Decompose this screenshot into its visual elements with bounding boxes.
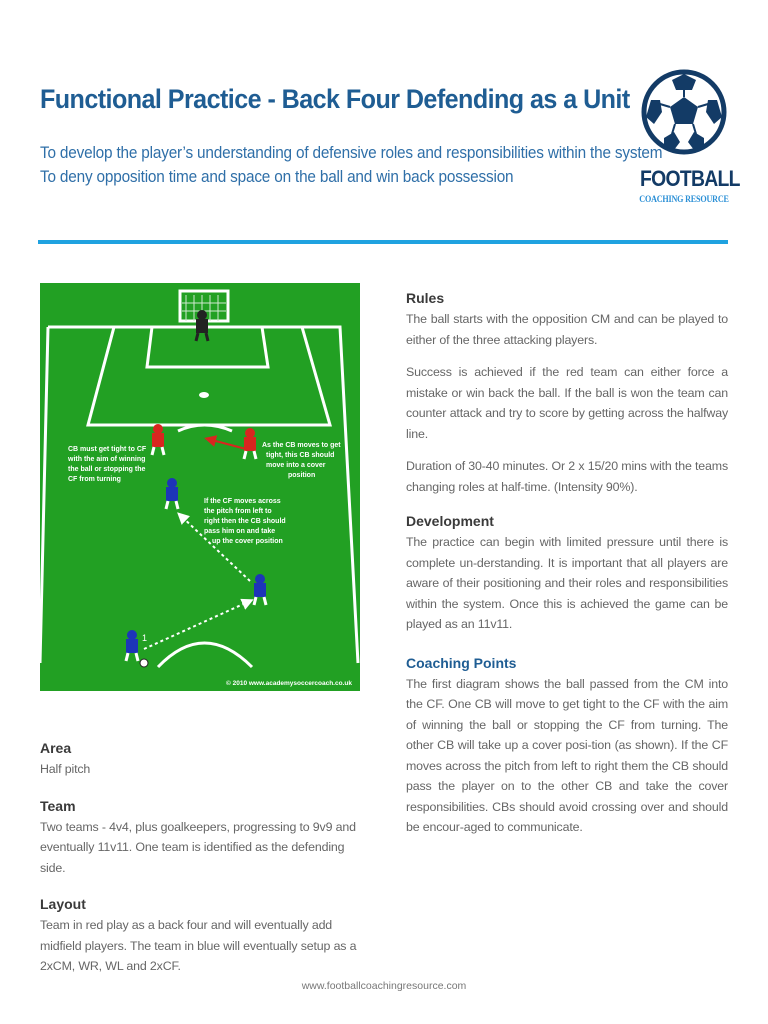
annotation-1: CB must get tight to CF with the aim of winning the ball or stopping the CF from turning	[68, 446, 147, 483]
annotation-3: If the CF moves across the pitch from left to right then the CB should pass him on and take up the cover position	[204, 498, 286, 545]
ball	[140, 659, 148, 667]
team-text: Two teams - 4v4, plus goalkeepers, progressing to 9v9 and eventually 11v11. One team is identified as the defending side.	[40, 819, 356, 875]
pitch-surface	[40, 283, 360, 691]
page-subtitle	[40, 141, 663, 189]
rules-heading: Rules	[406, 290, 445, 306]
rules-paragraph-1: The ball starts with the opposition CM and can be played to either of the three attacking players.	[406, 312, 728, 347]
header-divider	[38, 240, 728, 244]
annotation-2: As the CB moves to get tight, this CB should move into a cover position	[262, 442, 341, 479]
diagram-credit: © 2010 www.academysoccercoach.co.uk	[226, 680, 352, 687]
rules-and-coaching	[406, 290, 728, 838]
development-text: The practice can begin with limited pressure until there is complete un-derstanding. It is important that all players are aware of their positioning and their roles and responsibilities within the system. Once this is achieved the game can be played as an 11v11.	[406, 535, 728, 631]
area-text: Half pitch	[40, 762, 91, 776]
tactics-diagram	[40, 283, 360, 691]
football-coaching-resource-logo	[634, 62, 740, 212]
subtitle-line-2: To deny opposition time and space on the ball and win back possession	[40, 168, 514, 186]
rules-paragraph-2: Success is achieved if the red team can either force a mistake or win back the ball. If the ball is won the team can counter attack and try to score by getting across the halfway line.	[406, 365, 728, 441]
team-heading: Team	[40, 797, 76, 814]
penalty-spot	[199, 392, 209, 398]
soccer-ball-icon	[634, 62, 734, 166]
coaching-points-text: The first diagram shows the ball passed from the CM into the CF. One CB will move to get tight to the CF with the aim of winning the ball or stopping the CF from turning. The other CB will take up a cover posi-tion (as shown). If the CF moves across the pitch from left to right them the CB should pass the player on to the other CB and take the cover responsibilities. CBs should avoid crossing over and should be encour-aged to communicate.	[406, 676, 728, 834]
area-heading: Area	[40, 740, 72, 756]
logo-tagline: COACHING RESOURCE	[639, 194, 729, 204]
footer-url[interactable]: www.footballcoachingresource.com	[301, 980, 467, 992]
rules-paragraph-3: Duration of 30-40 minutes. Or 2 x 15/20 mins with the teams changing roles at half-time. (Intensity 90%).	[406, 459, 728, 494]
layout-heading: Layout	[40, 896, 86, 912]
layout-text: Team in red play as a back four and will eventually add midfield players. The team in blue will eventually setup as a 2xCM, WR, WL and 2xCF.	[40, 918, 357, 973]
setup-details	[40, 740, 370, 977]
development-heading: Development	[406, 513, 494, 529]
pass-marker: 1	[142, 633, 148, 643]
logo-wordmark: FOOTBALL	[640, 166, 740, 191]
page-title: Functional Practice - Back Four Defending as a Unit	[40, 84, 630, 114]
subtitle-line-1: To develop the player’s understanding of defensive roles and responsibilities within the system	[40, 144, 663, 162]
coaching-points-heading: Coaching Points	[406, 654, 517, 671]
